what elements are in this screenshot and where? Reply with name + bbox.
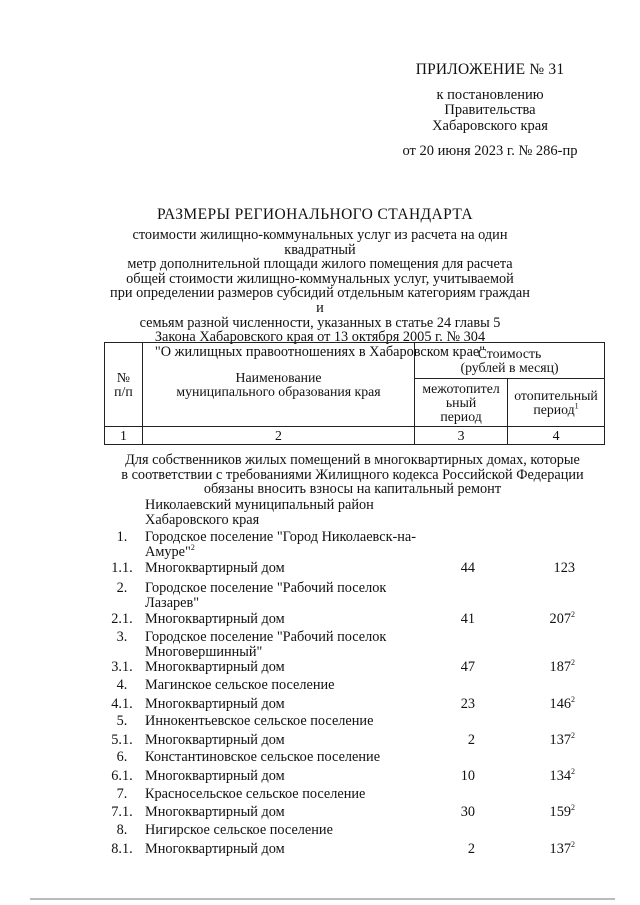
row-name xyxy=(145,530,430,559)
subtitle-line: "О жилищных правоотношениях в Хабаровском крае" xyxy=(154,343,486,360)
row-name xyxy=(145,733,430,748)
column-number: 1 xyxy=(105,427,143,445)
row-name-line: Нигирское сельское поселение xyxy=(145,822,333,838)
row-name-line: Иннокентьевское сельское поселение xyxy=(145,713,374,729)
row-name-line: Многоквартирный дом xyxy=(145,659,285,675)
interheating-value: 2 xyxy=(467,841,475,857)
document-heading: РАЗМЕРЫ РЕГИОНАЛЬНОГО СТАНДАРТА xyxy=(156,206,474,223)
row-name-line: Магинское сельское поселение xyxy=(145,677,335,693)
row-name xyxy=(145,697,430,712)
row-name xyxy=(145,842,430,857)
row-name xyxy=(145,805,430,820)
heating-value: $137^2$ xyxy=(549,731,575,748)
document-subtitle xyxy=(105,228,535,359)
subtitle-line: Закона Хабаровского края от 13 октября 2005 г. № 304 xyxy=(154,329,486,346)
header-text: межотопител xyxy=(422,380,500,396)
footnote-mark: 2 xyxy=(190,542,195,552)
row-name-line: Хабаровского края xyxy=(145,511,260,528)
footnote-mark: 2 xyxy=(571,658,575,668)
interheating-value: 47 xyxy=(460,659,475,675)
row-name-line: Многоквартирный дом xyxy=(145,841,285,857)
header-text: Стоимость xyxy=(477,345,542,361)
row-number: 7. xyxy=(116,786,128,802)
subtitle-line: стоимости жилищно-коммунальных услуг из расчета на один квадратный xyxy=(132,227,508,258)
appendix-line: Правительства xyxy=(444,102,536,118)
row-name-line: Городское поселение "Рабочий поселок xyxy=(145,629,387,645)
subtitle-line: метр дополнительной площади жилого помещения для расчета xyxy=(127,256,513,273)
footnote-mark: 2 xyxy=(571,695,575,705)
row-name-line: Многоквартирный дом xyxy=(145,768,285,784)
row-number: 3.1. xyxy=(111,659,133,675)
appendix-title: ПРИЛОЖЕНИЕ № 31 xyxy=(415,61,565,78)
column-number: 2 xyxy=(142,427,414,445)
heating-value: $146^2$ xyxy=(549,695,575,712)
subtitle-line: семьям разной численности, указанных в статье 24 главы 5 xyxy=(139,314,501,331)
row-name xyxy=(145,787,430,802)
row-name xyxy=(145,714,430,729)
row-number: 2. xyxy=(116,580,128,596)
intro-line: обязаны вносить взносы на капитальный ремонт xyxy=(203,481,502,498)
row-number: 5. xyxy=(116,713,128,729)
row-name xyxy=(145,630,430,659)
row-number: 7.1. xyxy=(111,804,133,820)
heating-value: $134^2$ xyxy=(549,767,575,784)
appendix-line: к постановлению xyxy=(436,86,544,103)
row-name-line: Многоквартирный дом xyxy=(145,804,285,820)
row-name xyxy=(145,498,430,527)
subtitle-line: при определении размеров субсидий отдельным категориям граждан и xyxy=(110,285,530,316)
row-name-line: Красносельское сельское поселение xyxy=(145,786,366,802)
row-number: 5.1. xyxy=(111,732,133,748)
column-number: 4 xyxy=(508,427,605,445)
interheating-value: 44 xyxy=(460,560,475,576)
row-name-line: Многоквартирный дом xyxy=(145,732,285,748)
footnote-mark: 2 xyxy=(571,610,575,620)
header-cell-interheating xyxy=(415,379,508,427)
heating-value: $207^2$ xyxy=(549,610,575,627)
header-cell-number xyxy=(105,343,143,427)
row-number: 1.1. xyxy=(111,560,133,576)
header-text: отопительный xyxy=(514,387,598,403)
row-name xyxy=(145,581,430,610)
row-number: 1. xyxy=(116,529,128,545)
header-text: период xyxy=(533,401,575,417)
row-name-line: Лазарев" xyxy=(145,594,200,611)
row-number: 8. xyxy=(116,822,128,838)
footnote-mark: 2 xyxy=(571,767,575,777)
intro-line: Для собственников жилых помещений в многоквартирных домах, которые xyxy=(125,452,580,468)
header-cell-heating xyxy=(508,379,605,427)
row-number: 6.1. xyxy=(111,768,133,784)
row-name xyxy=(145,678,430,693)
appendix-date: от 20 июня 2023 г. № 286-пр xyxy=(402,143,578,159)
appendix-line: Хабаровского края xyxy=(432,117,548,134)
row-name-line: Константиновское сельское поселение xyxy=(145,749,381,765)
row-name xyxy=(145,612,430,627)
row-name xyxy=(145,660,430,675)
interheating-value: 10 xyxy=(460,768,475,784)
row-name xyxy=(145,823,430,838)
row-name xyxy=(145,769,430,784)
intro-line: в соответствии с требованиями Жилищного кодекса Российской Федерации xyxy=(121,466,584,483)
section-intro xyxy=(100,453,605,497)
footnote-mark: 2 xyxy=(571,840,575,850)
row-name-line: Многоквартирный дом xyxy=(145,560,285,576)
header-cell-cost xyxy=(415,343,605,379)
row-number: 8.1. xyxy=(111,841,133,857)
heating-value: $187^2$ xyxy=(549,658,575,675)
header-table xyxy=(104,342,605,445)
row-name-line: Многоквартирный дом xyxy=(145,696,285,712)
row-number: 4. xyxy=(116,677,128,693)
row-name xyxy=(145,561,430,576)
row-name xyxy=(145,750,430,765)
header-text: муниципального образования края xyxy=(176,383,381,399)
heating-value: 123 xyxy=(553,560,575,576)
interheating-value: 30 xyxy=(460,804,475,820)
header-text xyxy=(508,400,604,417)
header-text: ьный xyxy=(445,394,477,410)
header-text: № xyxy=(116,369,131,385)
header-cell-name xyxy=(142,343,414,427)
footnote-mark: 2 xyxy=(571,803,575,813)
header-text: (рублей в месяц) xyxy=(460,359,559,375)
interheating-value: 23 xyxy=(460,696,475,712)
row-name-line: Многоквартирный дом xyxy=(145,611,285,627)
row-name-line: Амуре"$^2$ xyxy=(145,542,195,560)
footnote-mark: 2 xyxy=(571,731,575,741)
heating-value: $137^2$ xyxy=(549,840,575,857)
row-name-line: Городское поселение "Город Николаевск-на- xyxy=(145,529,417,545)
interheating-value: 41 xyxy=(460,611,475,627)
footnote-mark: 1 xyxy=(574,400,579,410)
heating-value: $159^2$ xyxy=(549,803,575,820)
appendix-block xyxy=(380,62,600,160)
row-name-line: Многовершинный" xyxy=(145,643,263,660)
column-number: 3 xyxy=(415,427,508,445)
interheating-value: 2 xyxy=(467,732,475,748)
page-edge-divider xyxy=(30,898,615,900)
header-text: Наименование xyxy=(235,369,322,385)
header-text: п/п xyxy=(114,383,133,399)
row-name-line: Городское поселение "Рабочий поселок xyxy=(145,580,387,596)
row-number: 3. xyxy=(116,629,128,645)
row-number: 6. xyxy=(116,749,128,765)
row-name-line: Николаевский муниципальный район xyxy=(145,497,374,513)
row-number: 2.1. xyxy=(111,611,133,627)
subtitle-line: общей стоимости жилищно-коммунальных услуг, учитываемой xyxy=(126,270,514,287)
header-text: период xyxy=(440,408,482,424)
row-number: 4.1. xyxy=(111,696,133,712)
